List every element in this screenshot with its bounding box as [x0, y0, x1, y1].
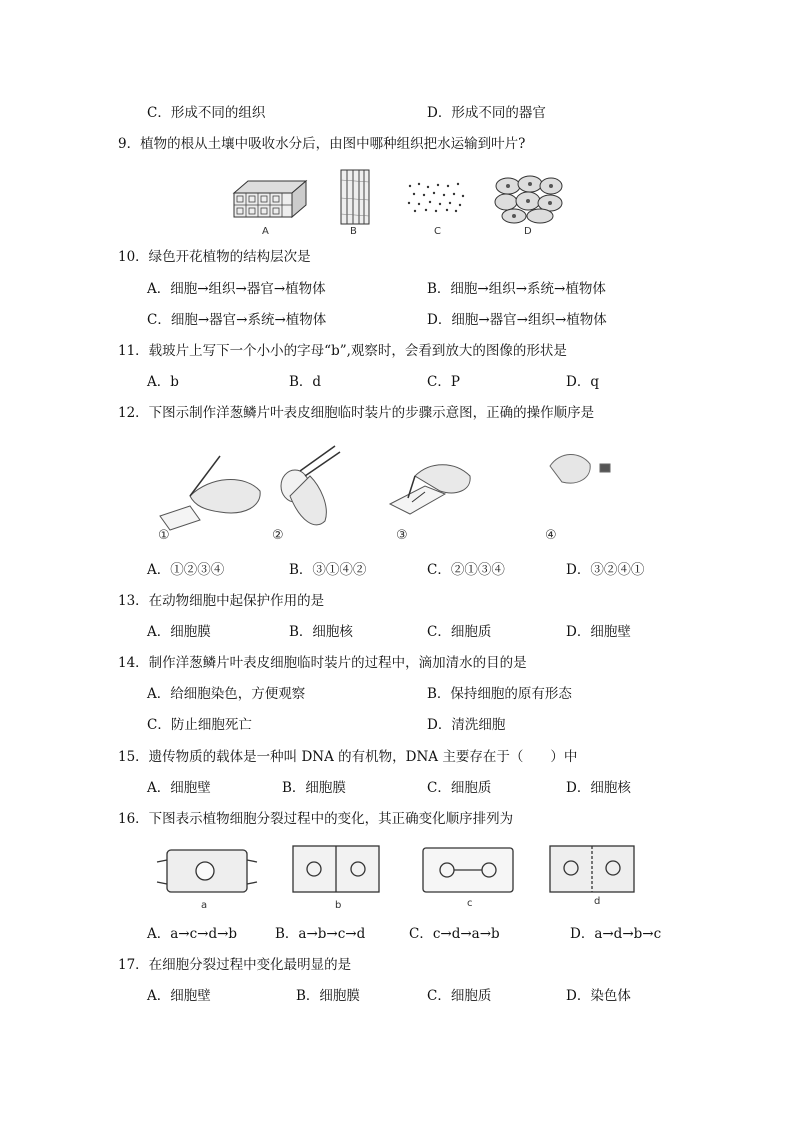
- q11-option-a: A．b: [147, 374, 179, 390]
- q16-option-b: B．a→b→c→d: [275, 926, 366, 942]
- q16-stem: 16．下图表示植物细胞分裂过程中的变化，其正确变化顺序排列为: [118, 811, 514, 827]
- q9-stem: 9．植物的根从土壤中吸收水分后，由图中哪种组织把水运输到叶片?: [118, 136, 526, 152]
- q15-option-a: A．细胞壁: [147, 780, 211, 796]
- q12-label-4: ④: [545, 528, 557, 543]
- q13-option-b: B．细胞核: [289, 624, 353, 640]
- q10-option-b: B．细胞→组织→系统→植物体: [427, 281, 606, 297]
- q13-stem: 13．在动物细胞中起保护作用的是: [118, 593, 325, 609]
- q13-option-a: A．细胞膜: [147, 624, 211, 640]
- q16-option-d: D．a→d→b→c: [570, 926, 662, 942]
- q9-figure-d-tissue: [494, 174, 564, 224]
- q12-stem: 12．下图示制作洋葱鳞片叶表皮细胞临时装片的步骤示意图，正确的操作顺序是: [118, 405, 595, 421]
- q12-option-d: D．③②④①: [566, 562, 645, 578]
- q11-option-b: B．d: [289, 374, 322, 390]
- q15-option-b: B．细胞膜: [282, 780, 346, 796]
- q17-option-d: D．染色体: [566, 988, 631, 1004]
- q12-step2-illustration: [281, 446, 340, 525]
- q17-stem: 17．在细胞分裂过程中变化最明显的是: [118, 957, 352, 973]
- q10-option-a: A．细胞→组织→器官→植物体: [147, 281, 326, 297]
- q8-option-c: C．形成不同的组织: [147, 105, 266, 121]
- q12-option-b: B．③①④②: [289, 562, 367, 578]
- q11-stem: 11．载玻片上写下一个小小的字母“b”,观察时，会看到放大的图像的形状是: [118, 343, 567, 359]
- q12-step3-illustration: [390, 465, 470, 514]
- q12-option-a: A．①②③④: [147, 562, 225, 578]
- q15-option-c: C．细胞质: [427, 780, 492, 796]
- q17-option-b: B．细胞膜: [296, 988, 360, 1004]
- q16-label-b: b: [335, 900, 342, 911]
- q11-option-c: C．P: [427, 374, 460, 390]
- q13-option-c: C．细胞质: [427, 624, 492, 640]
- q16-label-c: c: [467, 898, 473, 909]
- q14-option-d: D．清洗细胞: [427, 717, 506, 733]
- q12-step4-illustration: [550, 454, 610, 483]
- q12-option-c: C．②①③④: [427, 562, 505, 578]
- q14-option-b: B．保持细胞的原有形态: [427, 686, 572, 702]
- q15-option-d: D．细胞核: [566, 780, 631, 796]
- q16-label-d: d: [594, 896, 601, 907]
- q12-label-3: ③: [396, 528, 408, 543]
- q14-option-a: A．给细胞染色，方便观察: [147, 686, 306, 702]
- q14-option-c: C．防止细胞死亡: [147, 717, 252, 733]
- q16-figure: [155, 842, 645, 902]
- q12-figure: [150, 436, 650, 540]
- q16-cell-b: [293, 846, 379, 892]
- q9-label-b: B: [350, 226, 357, 237]
- q15-stem: 15．遗传物质的载体是一种叫 DNA 的有机物，DNA 主要存在于（ ）中: [118, 749, 578, 765]
- q8-option-d: D．形成不同的器官: [427, 105, 546, 121]
- q12-label-1: ①: [158, 528, 170, 543]
- q12-step1-illustration: [160, 456, 260, 530]
- q17-option-a: A．细胞壁: [147, 988, 211, 1004]
- q16-cell-d: [550, 846, 634, 892]
- q9-figure-b-tissue: [338, 168, 372, 226]
- q16-option-c: C．c→d→a→b: [409, 926, 500, 942]
- q9-figure-c-tissue: [405, 180, 467, 214]
- q16-option-a: A．a→c→d→b: [147, 926, 238, 942]
- q9-label-d: D: [524, 226, 532, 237]
- q16-cell-a: [157, 850, 257, 892]
- q16-label-a: a: [201, 900, 208, 911]
- q14-stem: 14．制作洋葱鳞片叶表皮细胞临时装片的过程中，滴加清水的目的是: [118, 655, 527, 671]
- q11-option-d: D．q: [566, 374, 599, 390]
- q9-figure-a-tissue: [230, 175, 308, 225]
- q10-stem: 10．绿色开花植物的结构层次是: [118, 249, 311, 265]
- q9-label-a: A: [262, 226, 269, 237]
- q9-label-c: C: [434, 226, 441, 237]
- q10-option-d: D．细胞→器官→组织→植物体: [427, 312, 607, 328]
- q13-option-d: D．细胞壁: [566, 624, 631, 640]
- q16-cell-c: [423, 848, 513, 892]
- q17-option-c: C．细胞质: [427, 988, 492, 1004]
- q10-option-c: C．细胞→器官→系统→植物体: [147, 312, 327, 328]
- q12-label-2: ②: [272, 528, 284, 543]
